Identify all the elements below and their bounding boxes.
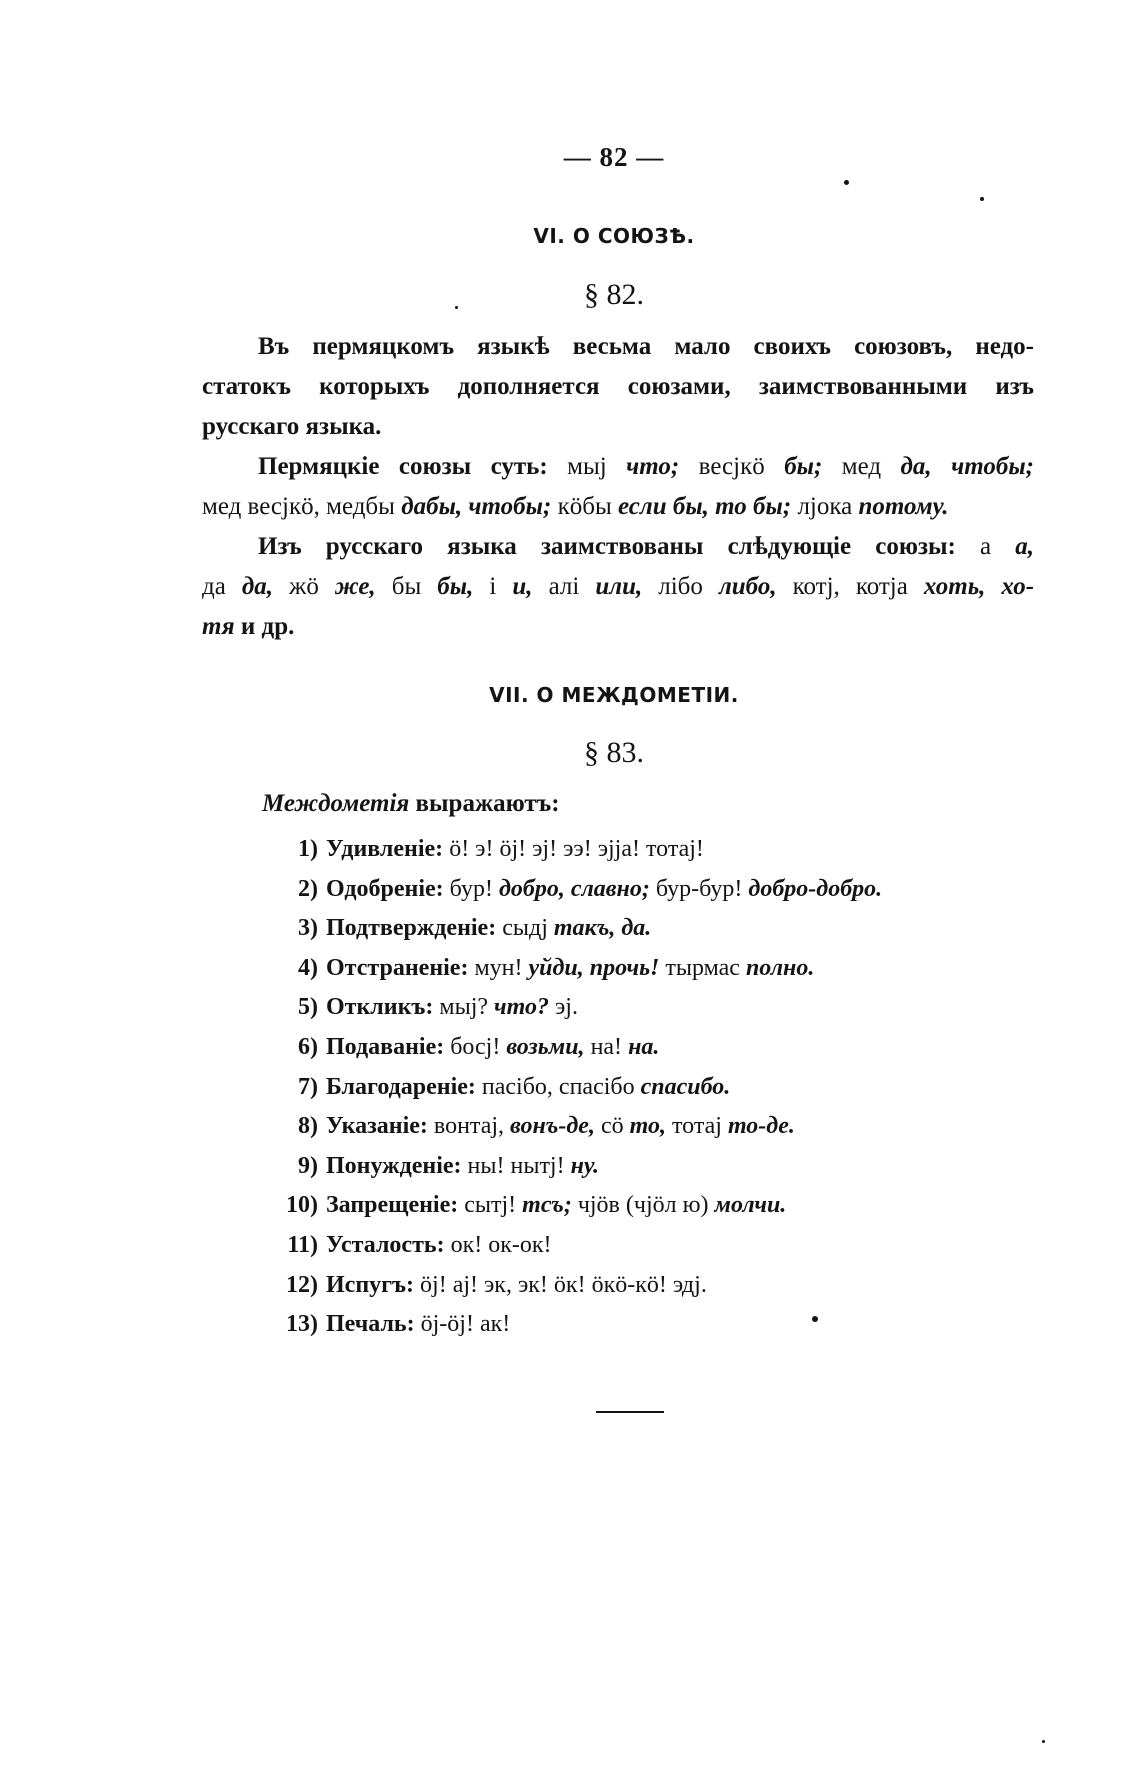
italic-gloss: и, bbox=[512, 573, 533, 600]
item-text: чјöв (чјöл ю) bbox=[577, 1192, 709, 1219]
item-text: öј! ај! эк, эк! öк! öкö-кö! эдј. bbox=[420, 1271, 707, 1298]
text-line: русскаго языка. bbox=[202, 413, 382, 440]
interjections-list bbox=[262, 830, 882, 1345]
item-label: Подтвержденіе: bbox=[326, 915, 497, 942]
item-gloss: добро-добро. bbox=[748, 875, 883, 902]
ink-speck bbox=[844, 180, 849, 185]
text-line bbox=[202, 527, 1034, 567]
italic-gloss: бы, bbox=[437, 573, 474, 600]
italic-gloss: либо, bbox=[718, 573, 777, 600]
text-span: а bbox=[980, 533, 992, 560]
item-gloss: добро, славно; bbox=[498, 875, 650, 902]
italic-gloss: дабы, чтобы; bbox=[401, 493, 552, 520]
item-number: 3) bbox=[298, 915, 318, 942]
section-heading-interjections: VII. О МЕЖДОМЕТІИ. bbox=[489, 683, 739, 707]
item-gloss: вонъ-де, bbox=[510, 1113, 595, 1140]
text-span: кöбы bbox=[557, 493, 612, 520]
item-label: Испугъ: bbox=[326, 1271, 415, 1298]
ink-speck bbox=[812, 1316, 818, 1322]
item-text: эј. bbox=[554, 994, 578, 1021]
interjection-item bbox=[262, 1266, 882, 1306]
item-number: 4) bbox=[298, 954, 318, 981]
text-span: і bbox=[489, 573, 497, 600]
item-gloss: что? bbox=[494, 994, 549, 1021]
item-label: Удивленіе: bbox=[326, 836, 444, 862]
item-text: мыј? bbox=[439, 994, 489, 1021]
paragraph-number-82: § 82. bbox=[584, 278, 644, 311]
interjection-item bbox=[262, 870, 882, 910]
item-label: Запрещеніе: bbox=[326, 1192, 459, 1219]
interjection-item bbox=[262, 1028, 882, 1068]
item-text: босј! bbox=[450, 1033, 501, 1060]
item-text: на! bbox=[590, 1033, 623, 1060]
item-gloss: тсъ; bbox=[522, 1192, 572, 1219]
interjection-item bbox=[262, 949, 882, 989]
item-text: öј-öј! ак! bbox=[420, 1311, 511, 1338]
text-span: жö bbox=[289, 573, 319, 600]
item-label: Печаль: bbox=[326, 1311, 415, 1338]
text-span: весјкö bbox=[698, 453, 765, 480]
ink-speck bbox=[1042, 1740, 1045, 1743]
intro-text: выражаютъ: bbox=[415, 790, 560, 817]
item-number: 10) bbox=[286, 1192, 318, 1219]
italic-gloss: да, чтобы; bbox=[900, 453, 1035, 480]
italic-gloss: же, bbox=[334, 573, 376, 600]
interjection-item bbox=[262, 1147, 882, 1187]
intro-italic: Междометія bbox=[262, 790, 410, 817]
item-number: 7) bbox=[298, 1073, 318, 1100]
item-text: тырмас bbox=[665, 954, 740, 981]
italic-gloss: если бы, то бы; bbox=[618, 493, 792, 520]
item-label: Одобреніе: bbox=[326, 875, 444, 902]
item-number: 6) bbox=[298, 1033, 318, 1060]
item-label: Подаваніе: bbox=[326, 1033, 445, 1060]
interjection-item bbox=[262, 1107, 882, 1147]
item-gloss: спасибо. bbox=[640, 1073, 731, 1100]
item-text: вонтај, bbox=[433, 1113, 505, 1140]
item-gloss: то, bbox=[629, 1113, 666, 1140]
text-span: лібо bbox=[658, 573, 703, 600]
item-gloss: то-де. bbox=[727, 1113, 795, 1140]
item-gloss: полно. bbox=[745, 954, 815, 981]
text-span: Изъ русскаго языка заимствованы слѣдующіе союзы: bbox=[258, 533, 956, 560]
item-text: сыдј bbox=[502, 915, 548, 942]
italic-gloss: что; bbox=[626, 453, 680, 480]
end-rule bbox=[596, 1411, 664, 1413]
text-span: мед весјкö, медбы bbox=[202, 493, 395, 520]
text-span: бы bbox=[391, 573, 422, 600]
ink-speck bbox=[455, 306, 458, 309]
item-text: бур-бур! bbox=[655, 875, 743, 902]
item-label: Понужденіе: bbox=[326, 1152, 462, 1179]
item-number: 1) bbox=[298, 836, 318, 862]
item-text: сö bbox=[600, 1113, 624, 1140]
italic-gloss: потому. bbox=[858, 493, 949, 520]
item-gloss: ну. bbox=[570, 1152, 600, 1179]
text-line bbox=[202, 607, 1034, 647]
item-number: 9) bbox=[298, 1152, 318, 1179]
text-line bbox=[202, 487, 1034, 527]
interjection-item bbox=[262, 1068, 882, 1108]
item-number: 12) bbox=[286, 1271, 318, 1298]
ink-speck bbox=[980, 197, 984, 201]
text-span: да bbox=[202, 573, 226, 600]
italic-gloss: хоть, хо- bbox=[923, 573, 1035, 600]
text-span: Пермяцкіе союзы суть: bbox=[258, 453, 548, 480]
item-number: 5) bbox=[298, 994, 318, 1021]
text-span: алі bbox=[548, 573, 580, 600]
italic-gloss: да, bbox=[241, 573, 274, 600]
interjections-intro bbox=[262, 790, 560, 818]
text-line bbox=[202, 447, 1034, 487]
item-text: ö! э! öј! эј! ээ! эјја! тотај! bbox=[449, 836, 704, 862]
interjection-item bbox=[262, 988, 882, 1028]
paragraph-number-83: § 83. bbox=[584, 736, 644, 769]
item-gloss: возьми, bbox=[506, 1033, 585, 1060]
item-text: ок! ок-ок! bbox=[450, 1231, 552, 1258]
item-label: Усталость: bbox=[326, 1231, 445, 1258]
item-text: бур! bbox=[449, 875, 493, 902]
italic-gloss: тя bbox=[202, 613, 235, 640]
item-text: ны! нытј! bbox=[467, 1152, 565, 1179]
text-line: Въ пермяцкомъ языкѣ весьма мало своихъ союзовъ, недо- bbox=[258, 333, 1034, 360]
text-span: лјока bbox=[797, 493, 853, 520]
item-number: 8) bbox=[298, 1113, 318, 1140]
item-text: сытј! bbox=[464, 1192, 517, 1219]
item-text: пасібо, спасібо bbox=[481, 1073, 635, 1100]
interjection-item bbox=[262, 1186, 882, 1226]
text-span: мед bbox=[841, 453, 882, 480]
text-line: статокъ которыхъ дополняется союзами, заимствованными изъ bbox=[202, 373, 1034, 400]
item-number: 2) bbox=[298, 875, 318, 902]
item-gloss: молчи. bbox=[714, 1192, 787, 1219]
italic-gloss: а, bbox=[1015, 533, 1035, 560]
item-number: 13) bbox=[286, 1311, 318, 1338]
text-line bbox=[202, 567, 1034, 607]
conjunctions-text bbox=[202, 327, 1034, 647]
section-heading-conjunctions: VI. О СОЮЗѢ. bbox=[533, 224, 695, 248]
item-number: 11) bbox=[287, 1231, 318, 1258]
item-gloss: уйди, прочь! bbox=[528, 954, 660, 981]
italic-gloss: бы; bbox=[784, 453, 823, 480]
item-label: Благодареніе: bbox=[326, 1073, 476, 1100]
text-span: и др. bbox=[240, 613, 295, 640]
italic-gloss: или, bbox=[595, 573, 643, 600]
item-gloss: на. bbox=[628, 1033, 660, 1060]
item-label: Указаніе: bbox=[326, 1113, 428, 1140]
item-label: Откликъ: bbox=[326, 994, 434, 1021]
item-label: Отстраненіе: bbox=[326, 954, 469, 981]
text-span: мыј bbox=[567, 453, 607, 480]
interjection-item bbox=[262, 830, 882, 870]
page-number: — 82 — bbox=[563, 142, 665, 172]
item-gloss: такъ, да. bbox=[553, 915, 652, 942]
text-span: котј, котја bbox=[792, 573, 908, 600]
item-text: мун! bbox=[474, 954, 523, 981]
interjection-item bbox=[262, 1305, 882, 1345]
interjection-item bbox=[262, 909, 882, 949]
item-text: тотај bbox=[671, 1113, 722, 1140]
interjection-item bbox=[262, 1226, 882, 1266]
